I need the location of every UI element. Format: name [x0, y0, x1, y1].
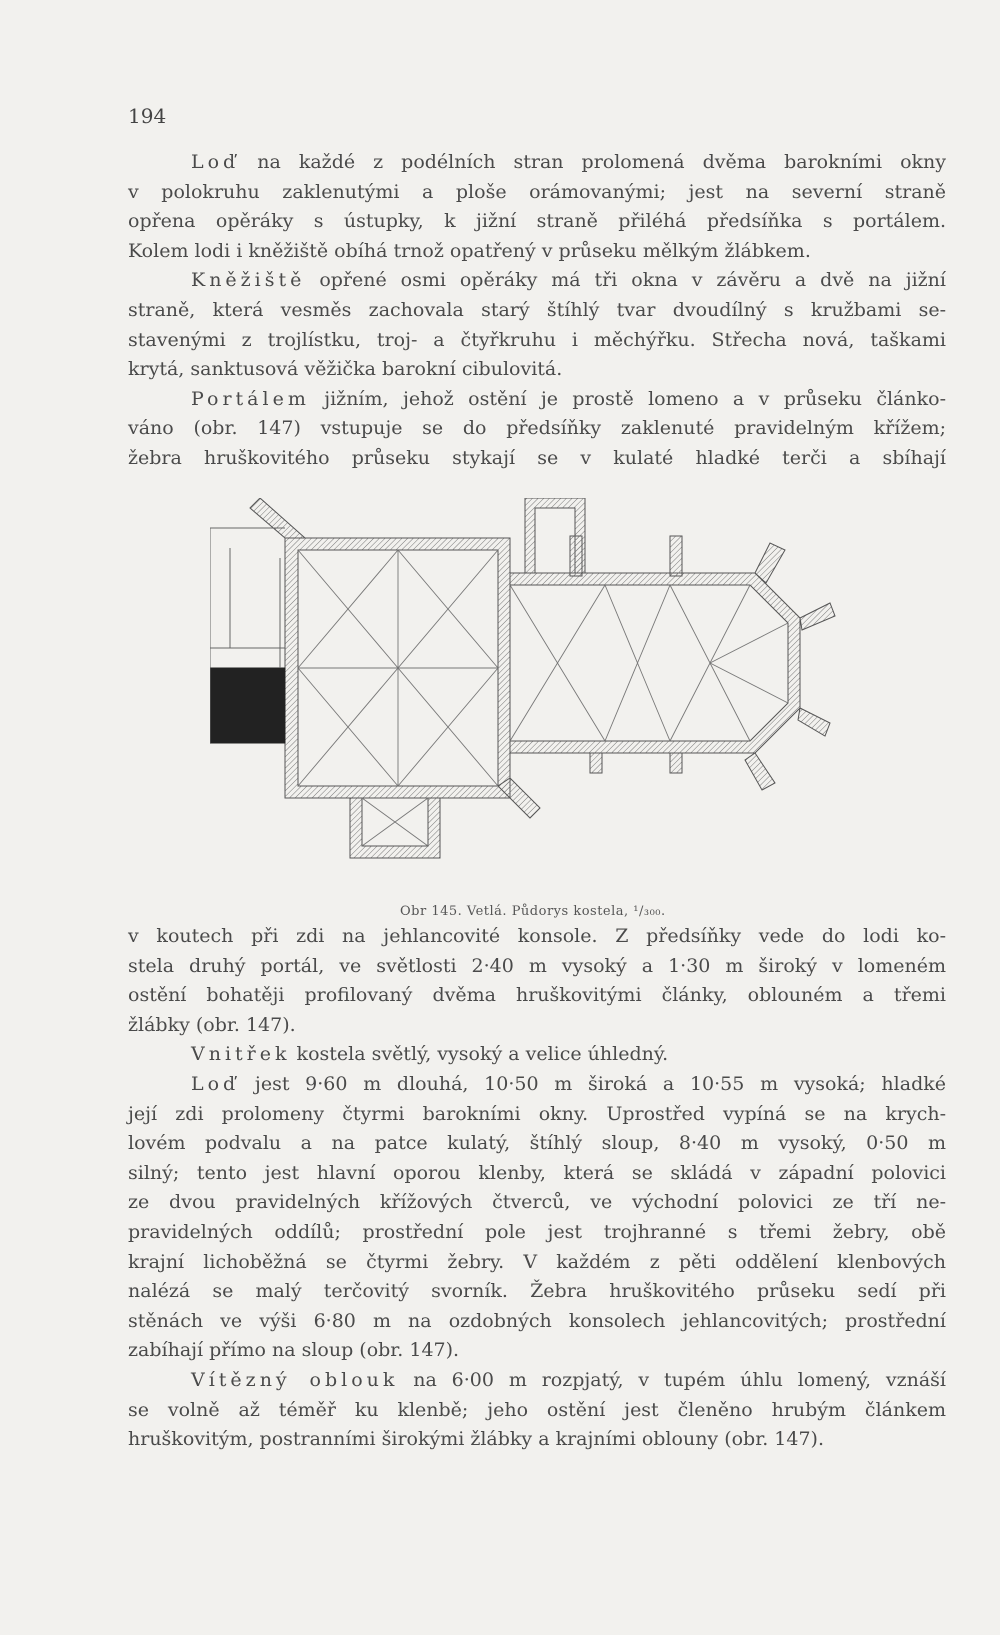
text-line — [128, 1396, 946, 1426]
line-text: se volně až téměř ku klenbě; jeho ostění jest členěno hrubým článkem — [128, 1398, 946, 1421]
page-number: 194 — [128, 104, 167, 128]
line-text: váno (obr. 147) vstupuje se do předsíňky zaklenuté pravidelným křížem; — [128, 417, 946, 440]
spaced-heading-word: Kněžiště — [191, 269, 306, 292]
spaced-heading-word: Loď — [191, 151, 240, 173]
text-line — [128, 237, 946, 267]
figure-caption: Obr 145. Vetlá. Půdorys kostela, ¹/₃₀₀. — [400, 904, 666, 919]
text-line — [128, 296, 946, 326]
line-text: na 6·00 m rozpjatý, v tupém úhlu lomený, vznáší — [398, 1368, 946, 1391]
text-line — [128, 326, 946, 356]
line-text: její zdi prolomeny čtyrmi barokními okny. Uprostřed vypíná se na krych- — [128, 1102, 946, 1125]
text-line — [128, 1277, 946, 1307]
floor-plan-figure — [210, 498, 870, 898]
line-text: stela druhý portál, ve světlosti 2·40 m vysoký a 1·30 m široký v lomeném — [128, 954, 946, 977]
line-text: žlábky (obr. 147). — [128, 1013, 296, 1036]
plan-vault-ribs — [298, 550, 788, 846]
text-block-top — [128, 148, 946, 474]
text-line — [128, 981, 946, 1011]
line-text: ze dvou pravidelných křížových čtverců, ve východní polovici ze tří ne- — [128, 1191, 946, 1214]
plan-walls — [210, 498, 835, 858]
text-block-bottom — [128, 922, 946, 1455]
line-text: jižním, jehož ostění je prostě lomeno a v průseku článko- — [309, 387, 946, 410]
text-line — [128, 1218, 946, 1248]
text-line — [128, 1040, 946, 1070]
line-text: na každé z podélních stran prolomená dvěma barokními okny — [239, 151, 946, 173]
line-text: opřené osmi opěráky má tři okna v závěru a dvě na jižní — [305, 269, 946, 292]
spaced-heading-word: Portálem — [191, 387, 310, 410]
text-line — [128, 178, 946, 208]
line-text: žebra hruškovitého průseku stykají se v kulaté hladké terči a sbíhají — [128, 446, 946, 469]
text-line — [128, 922, 946, 952]
line-text: stěnách ve výši 6·80 m na ozdobných konsolech jehlancovitých; prostřední — [128, 1309, 946, 1332]
line-text: zabíhají přímo na sloup (obr. 147). — [128, 1339, 460, 1362]
text-line — [128, 1129, 946, 1159]
line-text: v polokruhu zaklenutými a ploše orámovanými; jest na severní straně — [128, 180, 946, 203]
line-text: kostela světlý, vysoký a velice úhledný. — [290, 1043, 669, 1066]
text-line — [128, 1100, 946, 1130]
line-text: opřena opěráky s ústupky, k jižní straně přiléhá předsíňka s portálem. — [128, 210, 946, 233]
text-line — [128, 444, 946, 474]
text-line — [128, 1425, 946, 1455]
line-text: hruškovitým, postranními širokými žlábky a krajními oblouny (obr. 147). — [128, 1428, 825, 1451]
text-line — [128, 1336, 946, 1366]
line-text: stavenými z trojlístku, troj- a čtyřkruhu i měchýřku. Střecha nová, taškami — [128, 328, 946, 351]
text-line — [128, 1248, 946, 1278]
line-text: silný; tento jest hlavní oporou klenby, která se skládá v západní polovici — [128, 1161, 946, 1184]
text-line — [128, 414, 946, 444]
text-line — [128, 1011, 946, 1041]
text-line — [128, 266, 946, 296]
line-text: nalézá se malý terčovitý svorník. Žebra hruškovitého průseku sedí při — [128, 1280, 946, 1303]
spaced-heading-word: Vnitřek — [191, 1043, 291, 1066]
line-text: krajní lichoběžná se čtyrmi žebry. V každém z pěti oddělení klenbových — [128, 1250, 946, 1273]
text-line — [128, 1159, 946, 1189]
text-line — [128, 385, 946, 415]
line-text: lovém podvalu a na patce kulatý, štíhlý sloup, 8·40 m vysoký, 0·50 m — [128, 1132, 946, 1155]
text-line — [128, 1070, 946, 1100]
spaced-heading-word: Loď — [191, 1072, 240, 1095]
line-text: jest 9·60 m dlouhá, 10·50 m široká a 10·55 m vysoká; hladké — [239, 1072, 946, 1095]
text-line — [128, 355, 946, 385]
text-line — [128, 207, 946, 237]
line-text: Kolem lodi i kněžiště obíhá trnož opatřený v průseku mělkým žlábkem. — [128, 239, 811, 262]
spaced-heading-word: Vítězný oblouk — [191, 1368, 399, 1391]
text-line — [128, 1188, 946, 1218]
text-line — [128, 1307, 946, 1337]
text-line — [128, 952, 946, 982]
line-text: krytá, sanktusová věžička barokní cibulovitá. — [128, 358, 563, 381]
line-text: ostění bohatěji profilovaný dvěma hruškovitými články, oblouném a třemi — [128, 984, 946, 1007]
line-text: straně, která vesměs zachovala starý štíhlý tvar dvoudílný s kružbami se- — [128, 298, 946, 321]
line-text: v koutech při zdi na jehlancovité konsole. Z předsíňky vede do lodi ko- — [128, 925, 946, 947]
text-line — [128, 148, 946, 178]
line-text: pravidelných oddílů; prostřední pole jest trojhranné s třemi žebry, obě — [128, 1220, 946, 1243]
text-line — [128, 1366, 946, 1396]
